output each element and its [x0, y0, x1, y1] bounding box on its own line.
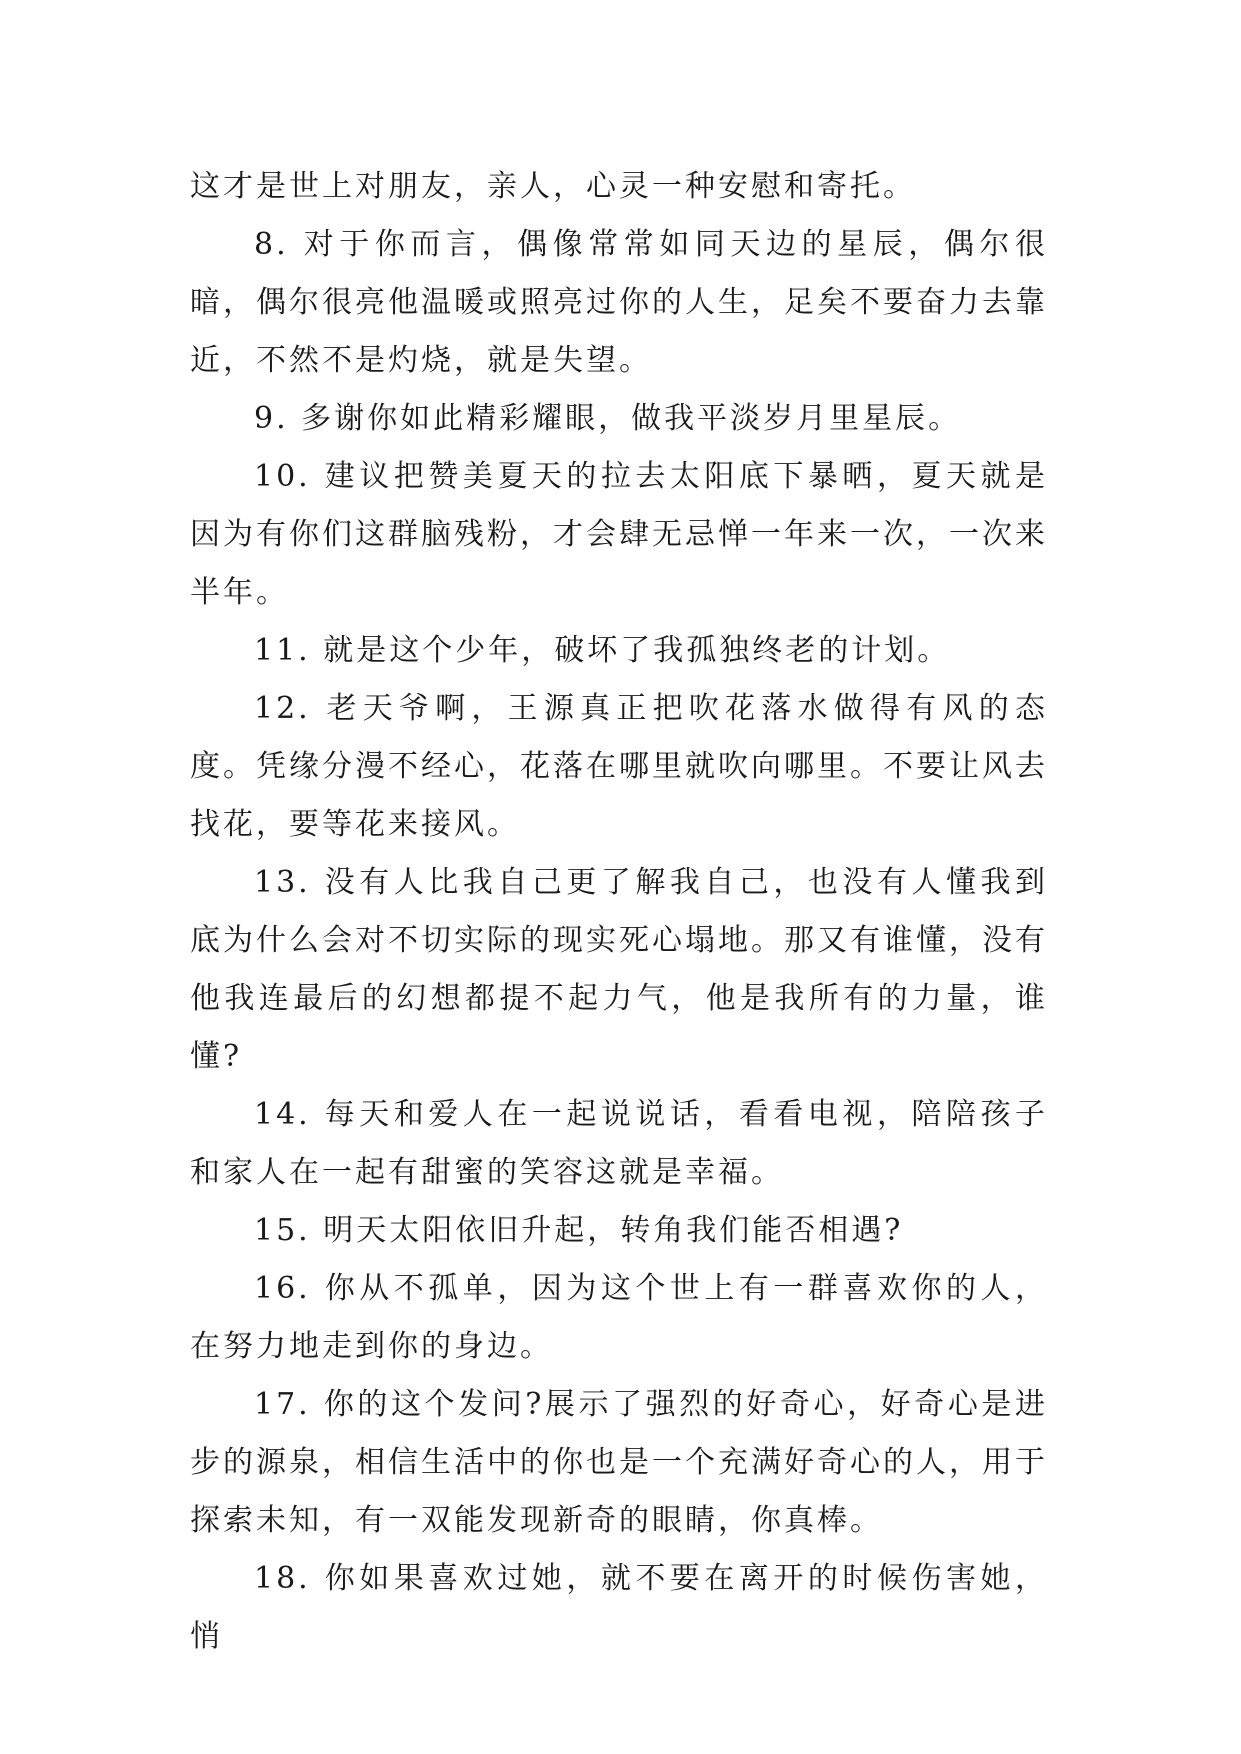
paragraph-continuation: 这才是世上对朋友，亲人，心灵一种安慰和寄托。 [190, 169, 916, 204]
paragraph-item-14: 14. 每天和爱人在一起说说话，看看电视，陪陪孩子和家人在一起有甜蜜的笑容这就是幸福。 [190, 1097, 1048, 1190]
paragraph-item-16: 16. 你从不孤单，因为这个世上有一群喜欢你的人，在努力地走到你的身边。 [190, 1271, 1048, 1364]
paragraph-item-10: 10. 建议把赞美夏天的拉去太阳底下暴晒，夏天就是因为有你们这群脑残粉，才会肆无忌惮一年来一次，一次来半年。 [190, 459, 1048, 610]
paragraph-item-12: 12. 老天爷啊，王源真正把吹花落水做得有风的态度。凭缘分漫不经心，花落在哪里就吹向哪里。不要让风去找花，要等花来接风。 [190, 691, 1048, 842]
document-body [190, 158, 1048, 1666]
paragraph-item-18: 18. 你如果喜欢过她，就不要在离开的时候伤害她，悄 [190, 1561, 1048, 1654]
paragraph-item-11: 11. 就是这个少年，破坏了我孤独终老的计划。 [254, 633, 951, 668]
paragraph-item-15: 15. 明天太阳依旧升起，转角我们能否相遇? [254, 1213, 904, 1248]
paragraph-item-9: 9. 多谢你如此精彩耀眼，做我平淡岁月里星辰。 [254, 401, 962, 436]
paragraph-item-13: 13. 没有人比我自己更了解我自己，也没有人懂我到底为什么会对不切实际的现实死心塌地。那又有谁懂，没有他我连最后的幻想都提不起力气，他是我所有的力量，谁懂? [190, 865, 1048, 1074]
paragraph-item-17: 17. 你的这个发问?展示了强烈的好奇心，好奇心是进步的源泉，相信生活中的你也是一个充满好奇心的人，用于探索未知，有一双能发现新奇的眼睛，你真棒。 [190, 1387, 1048, 1538]
paragraph-item-8: 8. 对于你而言，偶像常常如同天边的星辰，偶尔很暗，偶尔很亮他温暖或照亮过你的人生，足矣不要奋力去靠近，不然不是灼烧，就是失望。 [190, 227, 1048, 378]
